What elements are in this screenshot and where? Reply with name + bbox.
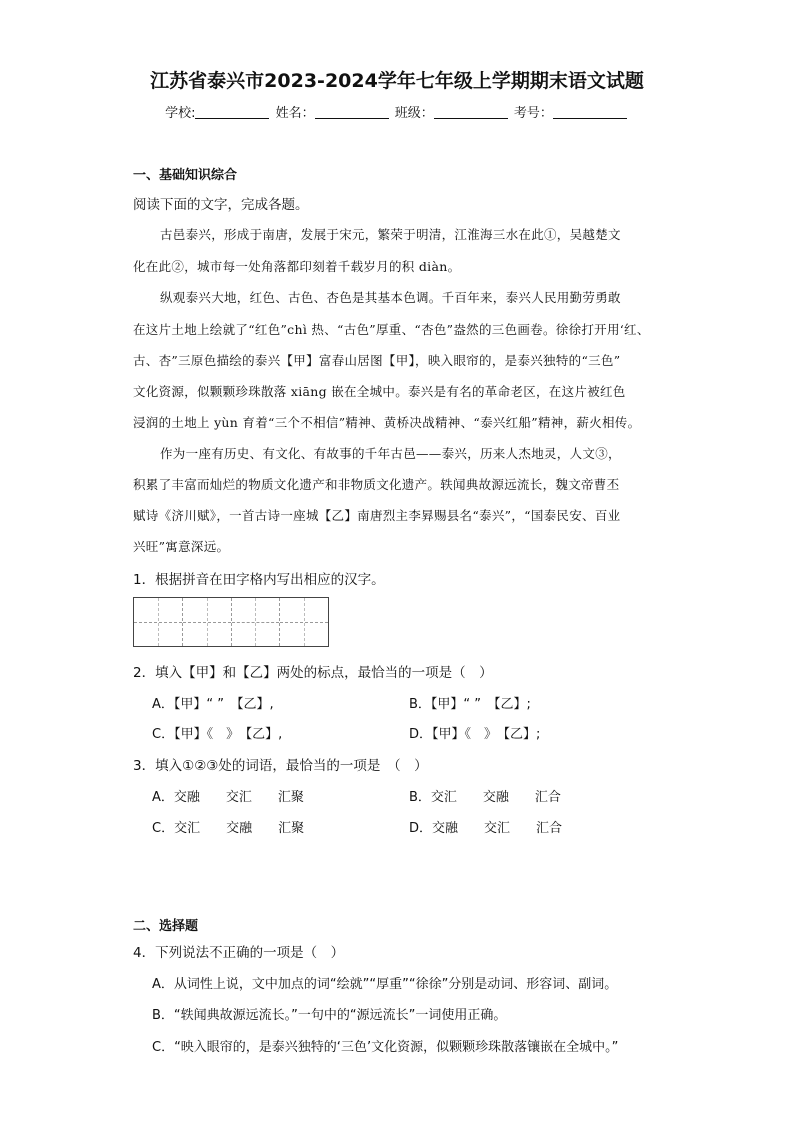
q2-option-a[interactable]: A．【甲】“ ” 【乙】, [152, 697, 274, 712]
reading-instruction: 阅读下面的文字，完成各题。 [133, 197, 309, 213]
student-info-line [0, 102, 794, 121]
question-2: 2．填入【甲】和【乙】两处的标点，最恰当的一项是（ ） [133, 665, 493, 681]
passage-line: 赋诗《济川赋》，一首古诗一座城【乙】南唐烈主李昪赐县名“泰兴”，“国泰民安、百业 [133, 508, 621, 523]
q2-option-d[interactable]: D．【甲】《 》 【乙】; [409, 727, 541, 742]
passage-line: 古邑泰兴，形成于南唐，发展于宋元，繁荣于明清，江淮海三水在此①，吴越楚文 [160, 227, 621, 242]
class-blank [434, 105, 508, 119]
grid-cell[interactable] [280, 598, 328, 646]
passage-line: 化在此②，城市每一处角落都印刻着千载岁月的积 diàn。 [133, 259, 461, 274]
section-heading-choice: 二、选择题 [133, 919, 199, 934]
exam-number-blank [553, 105, 627, 119]
q2-option-b[interactable]: B．【甲】“ ” 【乙】; [409, 697, 531, 712]
grid-cell[interactable] [232, 598, 281, 646]
question-3: 3．填入①②③处的词语，最恰当的一项是 （ ） [133, 758, 428, 774]
school-label: 学校: [165, 106, 196, 121]
passage-line: 文化资源，似颗颗珍珠散落 xiāng 嵌在全城中。泰兴是有名的革命老区，在这片被红色 [133, 384, 626, 399]
grid-cell[interactable] [183, 598, 232, 646]
passage-line: 作为一座有历史、有文化、有故事的千年古邑——泰兴，历来人杰地灵，人文③， [160, 446, 621, 461]
q2-option-c[interactable]: C．【甲】《 》 【乙】, [152, 727, 283, 742]
school-blank [195, 105, 269, 119]
q4-option-a[interactable]: A．从词性上说，文中加点的词“绘就”“厚重”“徐徐”分别是动词、形容词、副词。 [152, 977, 618, 992]
name-blank [315, 105, 389, 119]
passage-line: 兴旺”寓意深远。 [133, 539, 230, 554]
passage-line: 古、杏”三原色描绘的泰兴【甲】富春山居图【甲】，映入眼帘的，是泰兴独特的“三色” [133, 353, 621, 368]
grid-cell[interactable] [134, 598, 183, 646]
passage-line: 纵观泰兴大地，红色、古色、杏色是其基本色调。千百年来，泰兴人民用勤劳勇敢 [160, 290, 621, 305]
question-1: 1．根据拼音在田字格内写出相应的汉字。 [133, 572, 385, 588]
passage-line: 浸润的土地上 yùn 育着“三个不相信”精神、黄桥决战精神、“泰兴红船”精神，薪火相传。 [133, 415, 641, 430]
passage-line: 积累了丰富而灿烂的物质文化遗产和非物质文化遗产。轶闻典故源远流长，魏文帝曹丕 [133, 477, 620, 492]
q3-option-c[interactable]: C．交汇 交融 汇聚 [152, 821, 305, 836]
name-label: 姓名： [275, 106, 315, 121]
q3-option-a[interactable]: A．交融 交汇 汇聚 [152, 790, 304, 805]
section-heading-basic: 一、基础知识综合 [133, 168, 238, 183]
passage-line: 在这片土地上绘就了“红色”chì 热、“古色”厚重、“杏色”盎然的三色画卷。徐徐打开用‘红、 [133, 322, 650, 337]
q3-option-b[interactable]: B．交汇 交融 汇合 [409, 790, 561, 805]
exam-title: 江苏省泰兴市2023-2024学年七年级上学期期末语文试题 [150, 70, 644, 92]
tian-character-grid[interactable] [133, 597, 329, 647]
exam-number-label: 考号： [513, 106, 553, 121]
question-4: 4．下列说法不正确的一项是（ ） [133, 945, 345, 961]
q3-option-d[interactable]: D．交融 交汇 汇合 [409, 821, 563, 836]
class-label: 班级： [394, 106, 434, 121]
q4-option-c[interactable]: C．“映入眼帘的，是泰兴独特的‘三色’文化资源，似颗颗珍珠散落镶嵌在全城中。” [152, 1040, 619, 1055]
q4-option-b[interactable]: B．“轶闻典故源远流长。”一句中的“源远流长”一词使用正确。 [152, 1008, 507, 1023]
